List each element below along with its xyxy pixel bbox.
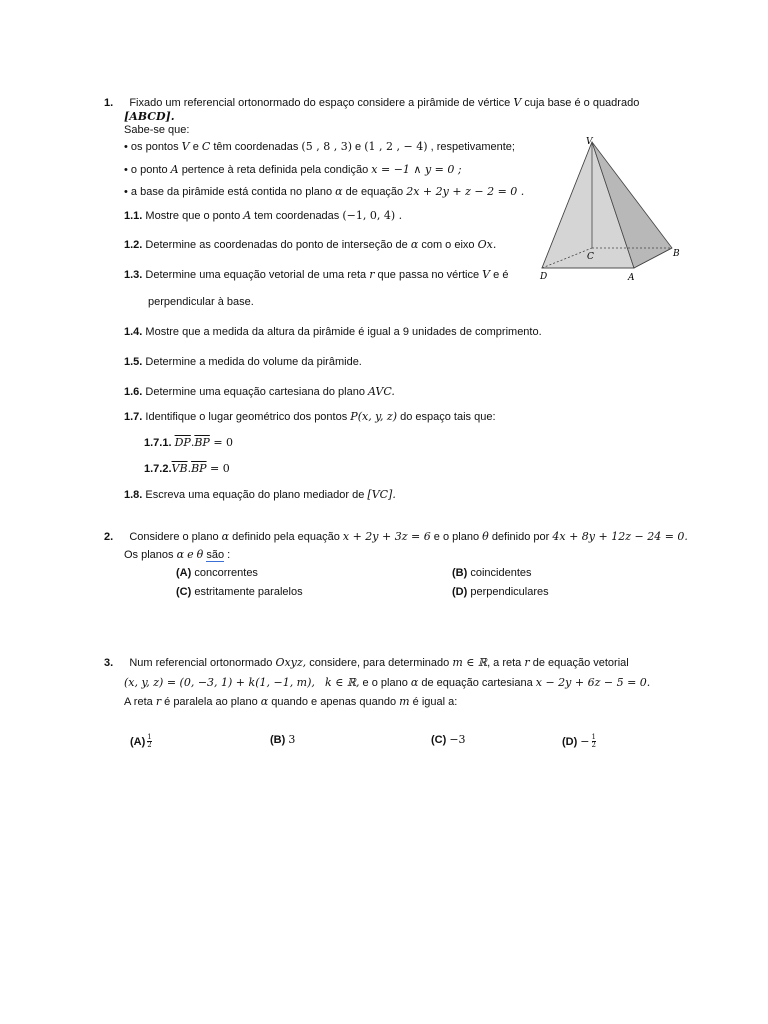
q3-option-b-key: (B) [270, 734, 286, 746]
q2-text-3: e o plano [433, 531, 480, 543]
q1-3-text-2: que passa no vértice [377, 269, 480, 281]
q1-1-text: Mostre que o ponto [145, 210, 241, 222]
q2-line-1 [104, 530, 688, 543]
q2-sao: são [206, 549, 225, 561]
q2-option-c-key: (C) [176, 586, 192, 598]
vector-BP: $\overline{BP}$ [194, 436, 210, 449]
q1-2-text-2: com o eixo [421, 239, 475, 251]
q1-1-number: 1.1. [124, 210, 143, 222]
vector-BP: $\overline{BP}$ [191, 462, 207, 475]
q1-6-text: Determine uma equação cartesiana do plano [145, 386, 365, 398]
q1-3-text: Determine uma equação vetorial de uma reta [145, 269, 367, 281]
q1-5 [124, 356, 362, 368]
q3-l2-text: e o plano [362, 677, 408, 689]
q2-option-a-key: (A) [176, 567, 192, 579]
q3-option-c-key: (C) [431, 734, 447, 746]
b3-text-2: de equação [345, 186, 404, 198]
q3-m-in-R: m ∈ ℝ [452, 656, 488, 669]
q1-4-text: Mostre que a medida da altura da pirâmide é igual a 9 unidades de comprimento. [145, 326, 542, 338]
q2-l2-alpha: α [176, 548, 185, 561]
pyramid-figure [536, 134, 686, 284]
q3-k-in-R: k ∈ ℝ, [325, 676, 360, 689]
q1-bullet-3 [124, 185, 524, 198]
q3-text-4: de equação vetorial [532, 657, 629, 669]
q1-3 [124, 268, 508, 281]
q1-8-text: Escreva uma equação do plano mediador de [145, 489, 365, 501]
b2-text-2: pertence à reta definida pela condição [181, 164, 369, 176]
q3-l3-text-4: é igual a: [412, 696, 458, 708]
q1-6 [124, 385, 395, 398]
q1-4 [124, 326, 542, 338]
q1-5-text: Determine a medida do volume da pirâmide. [145, 356, 362, 368]
q1-3-r: r [369, 268, 375, 281]
b3-equation: 2x + 2y + z − 2 = 0 . [406, 185, 525, 198]
q2-option-c[interactable] [176, 586, 303, 598]
q1-sabe: Sabe-se que: [124, 124, 190, 136]
dot: . [187, 462, 192, 475]
q2-option-d-key: (D) [452, 586, 468, 598]
q1-vertex: V [513, 96, 522, 109]
label-V: V [586, 137, 593, 147]
q3-plane-eq: x − 2y + 6z − 5 = 0. [535, 676, 651, 689]
q3-line-3 [124, 695, 457, 708]
q1-7-text-2: do espaço tais que: [400, 411, 496, 423]
q1-7-point: P(x, y, z) [350, 410, 398, 423]
q1-8-segment: [VC]. [367, 488, 396, 501]
vector-VB: $\overline{VB}$ [171, 462, 188, 475]
q1-line-1 [104, 96, 639, 109]
q1-bullet-1 [124, 140, 515, 153]
q1-3-number: 1.3. [124, 269, 143, 281]
q1-2-alpha: α [410, 238, 419, 251]
b1-V: V [181, 140, 190, 153]
q3-option-b[interactable] [270, 733, 295, 746]
b1-text: • os pontos [124, 141, 179, 153]
q1-1 [124, 209, 402, 222]
q3-l3-text: A reta [124, 696, 153, 708]
b1-C: C [201, 140, 211, 153]
q3-option-b-value: 3 [288, 733, 296, 746]
q2-text-2: definido pela equação [232, 531, 340, 543]
q3-text-2: considere, para determinado [309, 657, 450, 669]
q2-option-c-text: estritamente paralelos [194, 586, 303, 598]
q1-square [124, 110, 175, 123]
equals-zero: = 0 [206, 462, 230, 475]
q3-option-a-key: (A) [130, 735, 146, 748]
q3-option-d-sign: − [580, 735, 590, 748]
q1-bullet-2 [124, 163, 462, 176]
q3-l3-text-2: é paralela ao plano [164, 696, 258, 708]
q1-8-number: 1.8. [124, 489, 143, 501]
q3-option-c[interactable] [431, 733, 466, 746]
q2-eq-alpha: x + 2y + 3z = 6 [342, 530, 431, 543]
q2-option-d-text: perpendiculares [470, 586, 549, 598]
q3-l3-alpha: α [260, 695, 269, 708]
vector-DP: $\overline{DP}$ [174, 436, 191, 449]
label-A: A [628, 273, 635, 283]
q3-oxyz: Oxyz, [275, 656, 307, 669]
fraction-denominator: 2 [591, 741, 596, 749]
q1-6-plane: AVC. [368, 385, 395, 398]
q2-l2-theta: θ [196, 548, 204, 561]
label-C: C [587, 252, 594, 262]
q2-option-a-text: concorrentes [194, 567, 258, 579]
b2-condition: x = −1 ∧ y = 0 ; [371, 163, 462, 176]
q3-option-d[interactable] [562, 734, 596, 749]
b1-coord-C: (1 , 2 , − 4) [364, 140, 428, 153]
q3-option-a[interactable] [130, 734, 152, 749]
q2-planes-text: Os planos [124, 549, 174, 561]
label-D: D [540, 272, 548, 282]
q1-square-label: [ABCD]. [124, 110, 175, 123]
q2-eq-theta: 4x + 8y + 12z − 24 = 0. [552, 530, 688, 543]
q3-line-2 [124, 676, 650, 689]
b3-text: • a base da pirâmide está contida no plano [124, 186, 333, 198]
q1-8 [124, 488, 396, 501]
q3-option-d-key: (D) [562, 735, 578, 748]
q1-7-1 [144, 436, 233, 449]
q2-l2-e: e [187, 548, 194, 561]
q3-l3-r: r [155, 695, 162, 708]
q1-2-number: 1.2. [124, 239, 143, 251]
q1-number: 1. [104, 97, 114, 109]
fraction-numerator: 1 [147, 733, 152, 741]
q3-r: r [524, 656, 530, 669]
b3-alpha: α [335, 185, 343, 198]
q1-intro-2: cuja base é o quadrado [524, 97, 640, 109]
q3-l3-text-3: quando e apenas quando [271, 696, 397, 708]
q1-4-number: 1.4. [124, 326, 143, 338]
q1-6-number: 1.6. [124, 386, 143, 398]
q3-l2-alpha: α [410, 676, 419, 689]
q3-text-1: Num referencial ortonormado [129, 657, 273, 669]
q1-7-text: Identifique o lugar geométrico dos pontos [145, 411, 348, 423]
q3-text-3: , a reta [487, 657, 522, 669]
q2-option-b-text: coincidentes [470, 567, 532, 579]
label-B: B [673, 249, 680, 259]
b2-text: • o ponto [124, 164, 168, 176]
q1-2-axis: Ox. [477, 238, 497, 251]
equals-zero: = 0 [209, 436, 234, 449]
q1-1-text-2: tem coordenadas [254, 210, 340, 222]
q3-option-d-fraction [592, 734, 596, 749]
q3-number: 3. [104, 657, 114, 669]
q3-line-1 [104, 656, 629, 669]
q1-7-2-number: 1.7.2. [144, 463, 172, 475]
q1-3-text-3: e é [493, 269, 509, 281]
b1-coord-V: (5 , 8 , 3) [301, 140, 352, 153]
q2-option-b-key: (B) [452, 567, 468, 579]
q3-vector-eq: (x, y, z) = (0, −3, 1) + k(1, −1, m), [124, 676, 315, 689]
q1-5-number: 1.5. [124, 356, 143, 368]
q1-2-text: Determine as coordenadas do ponto de interseção de [145, 239, 408, 251]
q1-7 [124, 410, 496, 423]
fraction-denominator: 2 [147, 741, 152, 749]
q1-1-A: A [243, 209, 252, 222]
b1-e2: e [355, 141, 362, 153]
q2-alpha: α [221, 530, 230, 543]
dot: . [190, 436, 195, 449]
q2-option-b[interactable] [452, 567, 532, 579]
q1-3-line-2: perpendicular à base. [148, 296, 254, 308]
q3-l3-m: m [399, 695, 410, 708]
q3-option-c-value: −3 [449, 733, 466, 746]
q2-option-d[interactable] [452, 586, 549, 598]
b1-e: e [192, 141, 199, 153]
q1-7-number: 1.7. [124, 411, 143, 423]
q2-option-a[interactable] [176, 567, 258, 579]
q2-theta: θ [482, 530, 489, 543]
q1-7-1-number: 1.7.1. [144, 437, 172, 449]
q3-l2-text-2: de equação cartesiana [421, 677, 533, 689]
q1-7-2 [144, 462, 230, 475]
q2-number: 2. [104, 531, 114, 543]
q2-text-1: Considere o plano [129, 531, 219, 543]
q2-colon: : [224, 549, 231, 561]
q3-option-a-fraction [147, 734, 151, 749]
b2-A: A [170, 163, 179, 176]
q2-line-2 [124, 548, 230, 561]
q1-1-coords: (−1, 0, 4) . [342, 209, 403, 222]
b1-text-3: , respetivamente; [430, 141, 515, 153]
fraction-numerator: 1 [591, 733, 596, 741]
b1-text-2: têm coordenadas [213, 141, 299, 153]
q1-2 [124, 238, 496, 251]
q1-3-V: V [482, 268, 491, 281]
q1-intro: Fixado um referencial ortonormado do espaço considere a pirâmide de vértice [129, 97, 511, 109]
q2-text-4: definido por [491, 531, 550, 543]
